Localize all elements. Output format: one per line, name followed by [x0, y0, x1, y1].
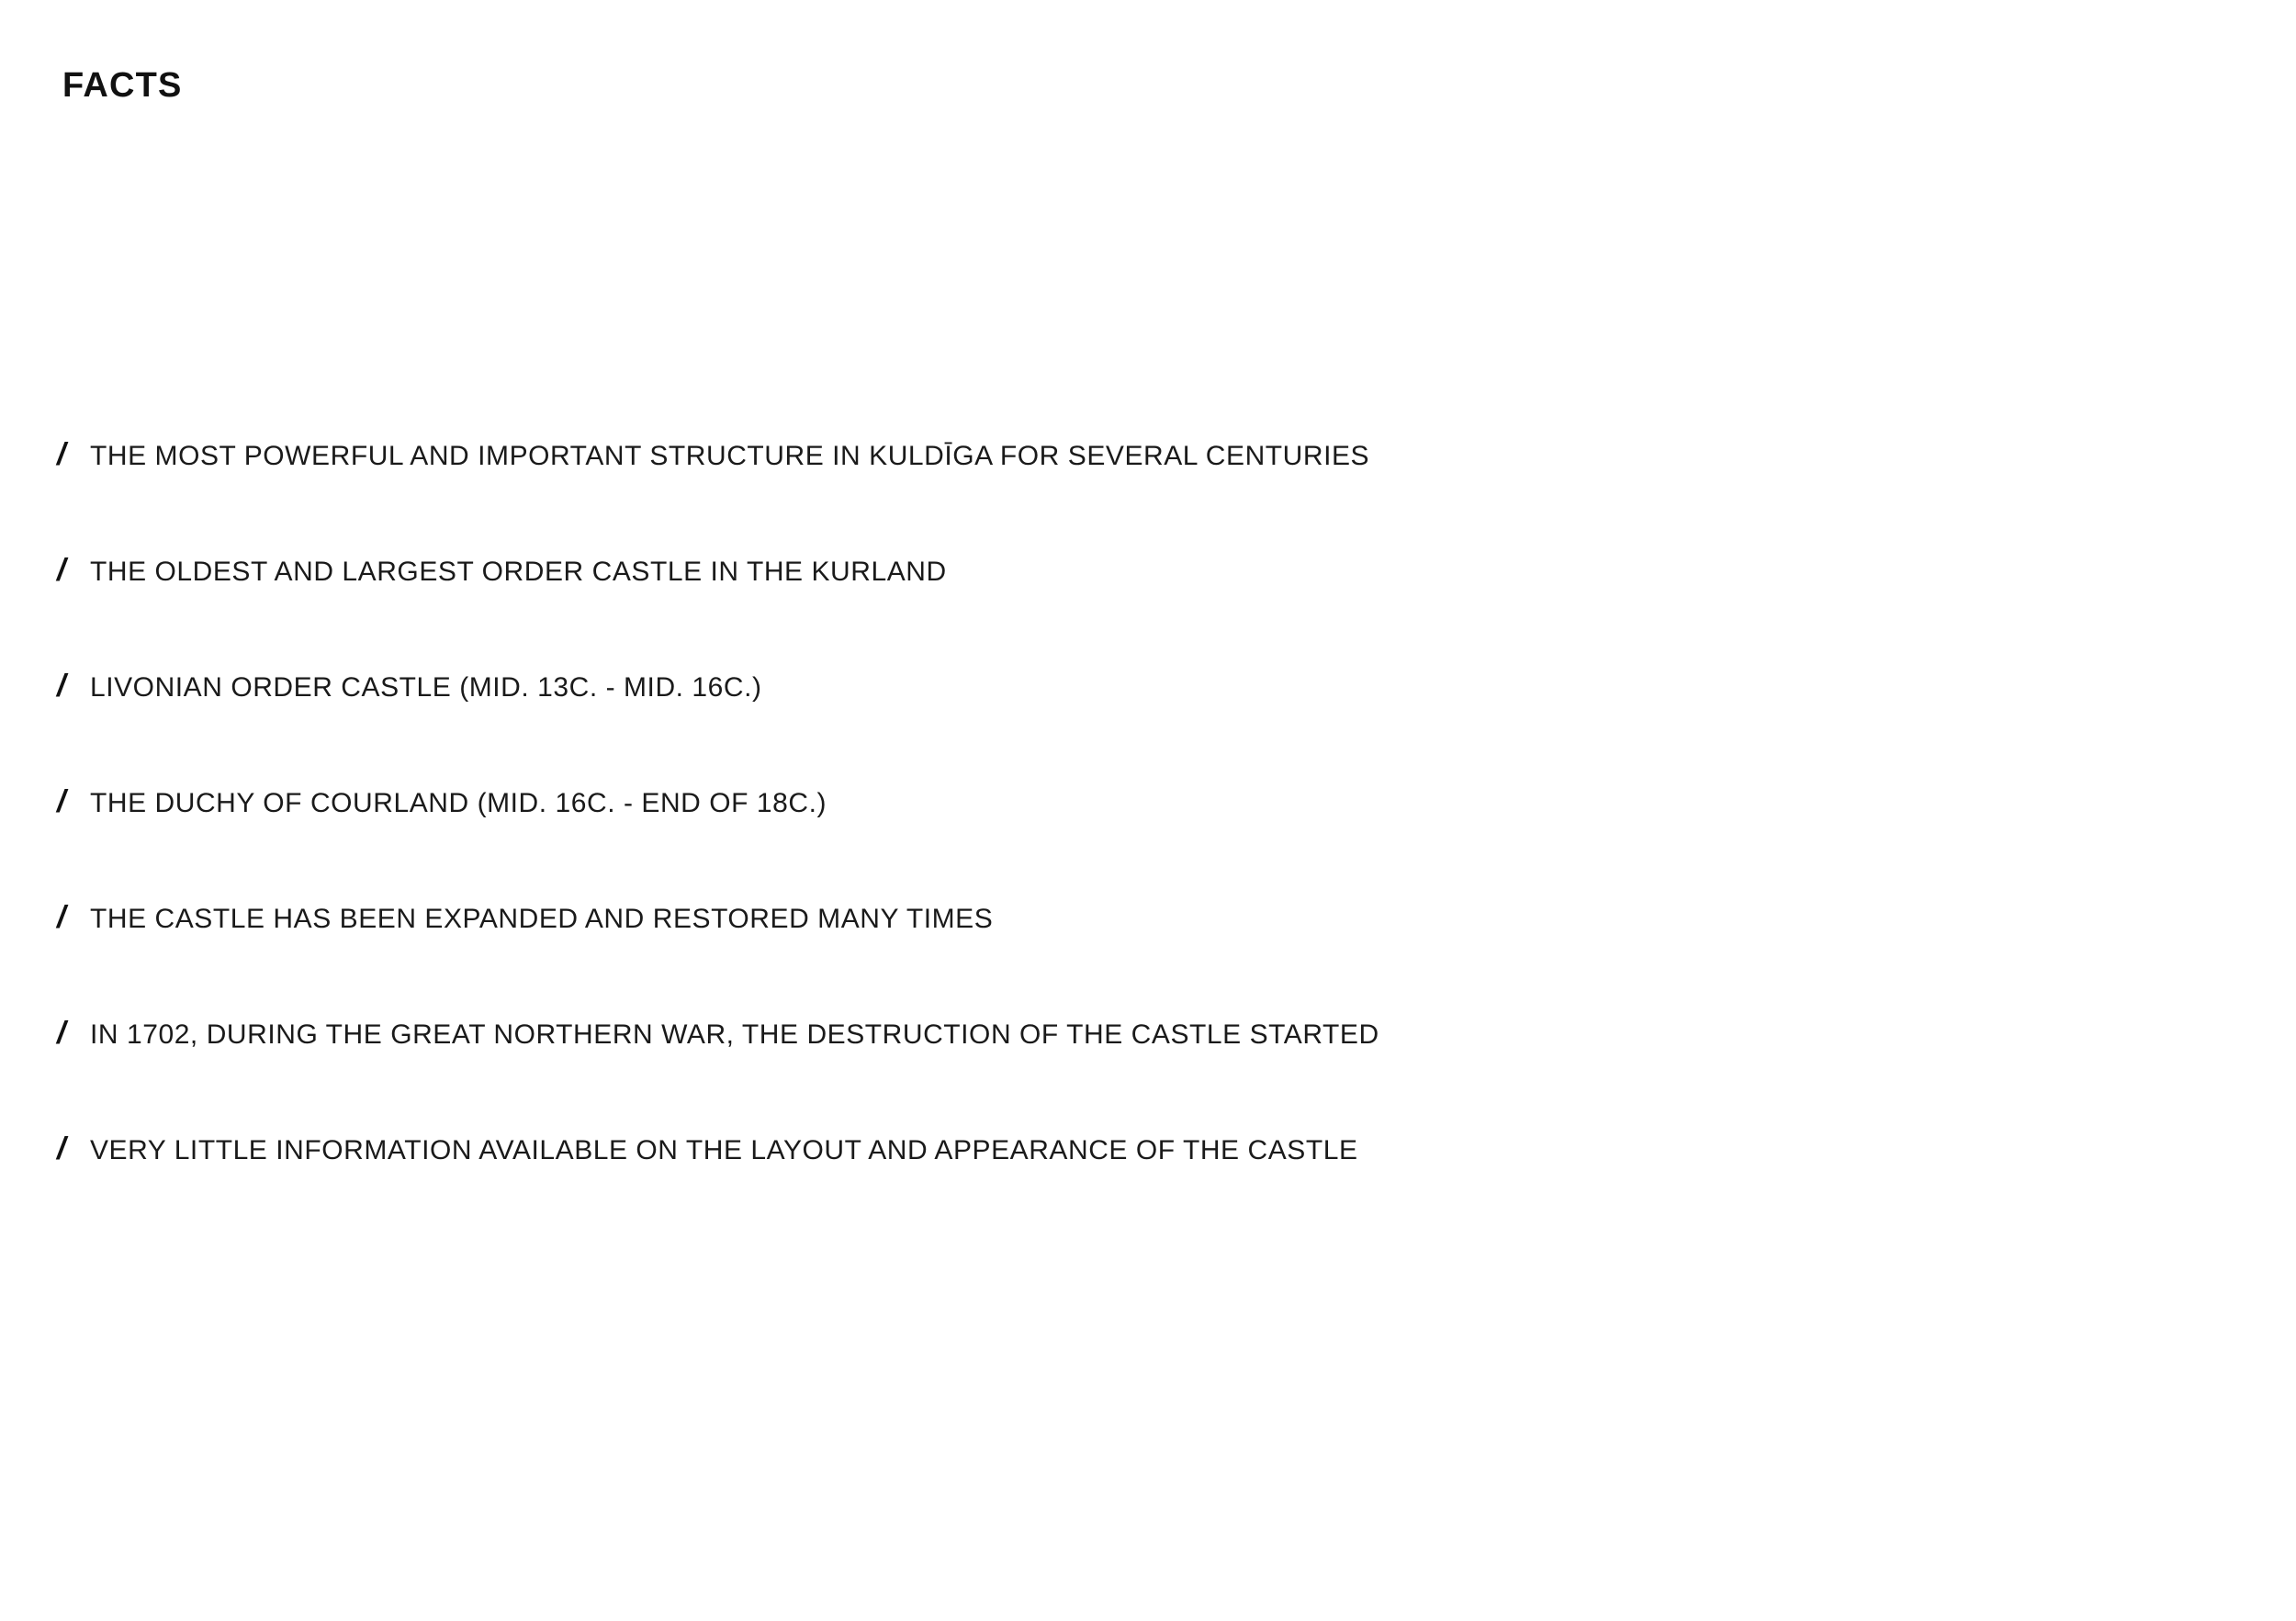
- list-item: [57, 555, 1894, 670]
- fact-text: THE OLDEST AND LARGEST ORDER CASTLE IN THE KURLAND: [90, 557, 947, 587]
- fact-text: IN 1702, DURING THE GREAT NORTHERN WAR, THE DESTRUCTION OF THE CASTLE STARTED: [90, 1019, 1379, 1050]
- fact-text: LIVONIAN ORDER CASTLE (MID. 13C. - MID. 16C.): [90, 672, 762, 703]
- list-item: [57, 670, 1894, 786]
- fact-text: THE DUCHY OF COURLAND (MID. 16C. - END OF 18C.): [90, 788, 827, 818]
- fact-text: THE CASTLE HAS BEEN EXPANDED AND RESTORED MANY TIMES: [90, 904, 994, 934]
- fact-text: VERY LITTLE INFORMATION AVAILABLE ON THE LAYOUT AND APPEARANCE OF THE CASTLE: [90, 1135, 1358, 1165]
- list-item: [57, 1018, 1894, 1133]
- list-item: [57, 1133, 1894, 1249]
- list-item: [57, 786, 1894, 902]
- list-item: [57, 902, 1894, 1018]
- slash-bullet-icon: /: [57, 784, 66, 819]
- facts-list: [57, 439, 1894, 1249]
- page-title: FACTS: [62, 66, 183, 106]
- slash-bullet-icon: /: [57, 900, 66, 935]
- slash-bullet-icon: /: [57, 437, 66, 472]
- fact-text: THE MOST POWERFUL AND IMPORTANT STRUCTURE IN KULDĪGA FOR SEVERAL CENTURIES: [90, 441, 1370, 471]
- slash-bullet-icon: /: [57, 1016, 66, 1051]
- slash-bullet-icon: /: [57, 553, 66, 588]
- slash-bullet-icon: /: [57, 669, 66, 704]
- list-item: [57, 439, 1894, 555]
- slash-bullet-icon: /: [57, 1131, 66, 1166]
